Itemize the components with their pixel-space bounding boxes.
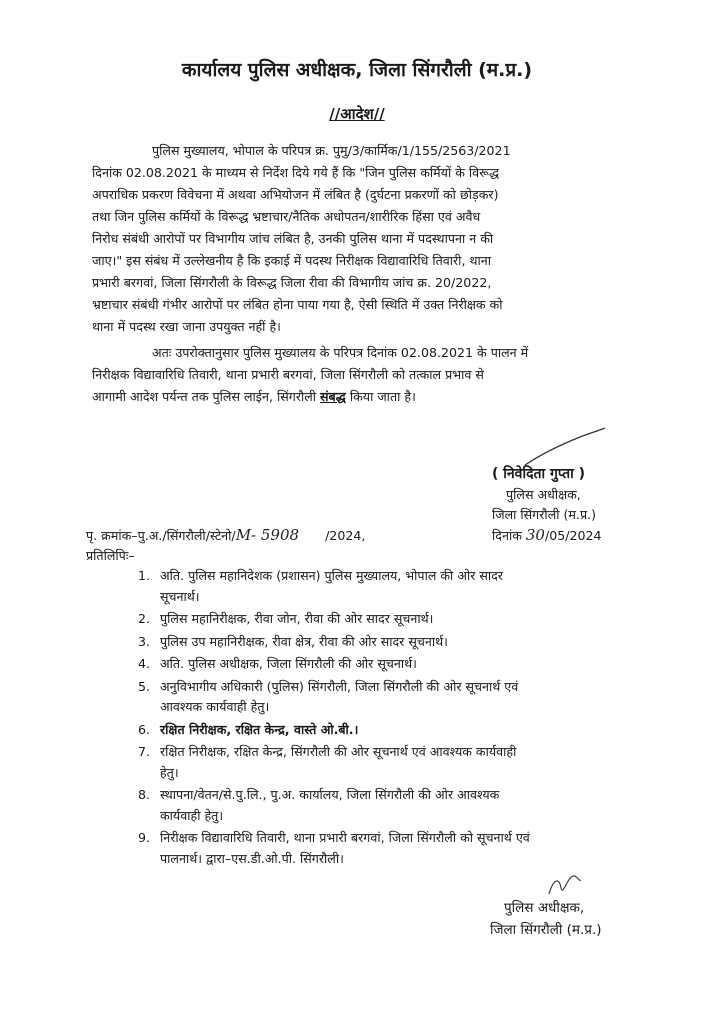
- signatory-name: ( निवेदिता गुप्ता ): [492, 466, 586, 482]
- attached-word: संबद्ध: [320, 389, 346, 404]
- para1-line: निरोध संबंधी आरोपों पर विभागीय जांच लंबित है, उनकी पुलिस थाना में पदस्थापना न की: [92, 231, 494, 246]
- footer-district: जिला सिंगरौली (म.प्र.): [490, 922, 602, 938]
- para1-line: तथा जिन पुलिस कर्मियों के विरूद्ध भ्रष्टाचार/नैतिक अधोपतन/शारीरिक हिंसा एवं अवैध: [92, 209, 481, 224]
- list-item: 8. स्थापना/वेतन/से.पु.लि., पु.अ. कार्यालय, जिला सिंगरौली की ओर आवश्यक कार्यवाही हेतु।: [138, 787, 500, 823]
- reference-year: /2024,: [325, 528, 366, 543]
- para2-last-suffix: किया जाता है।: [345, 389, 416, 404]
- list-item: 2. पुलिस महानिरीक्षक, रीवा जोन, रीवा की ओर सादर सूचनार्थ।: [138, 611, 434, 626]
- list-item: 6. रक्षित निरीक्षक, रक्षित केन्द्र, वास्ते ओ.बी.।: [138, 721, 359, 737]
- list-item: 5. अनुविभागीय अधिकारी (पुलिस) सिंगरौली, जिला सिंगरौली की ओर सूचनार्थ एवं आवश्यक कार्यवाही हेतु।: [138, 678, 519, 714]
- signatory-district: जिला सिंगरौली (म.प्र.): [492, 507, 597, 522]
- para1-line: अपराधिक प्रकरण विवेचना में अथवा अभियोजन में लंबित है (दुर्घटना प्रकरणों को छोड़कर): [92, 187, 499, 202]
- date-rest: /05/2024: [544, 528, 602, 543]
- reference-date: [492, 526, 602, 544]
- para1-line: थाना में पदस्थ रखा जाना उपयुक्त नहीं है।: [92, 319, 281, 334]
- para2-last-line: [92, 386, 667, 408]
- handwritten-day: 30: [525, 526, 545, 544]
- copy-to-label: प्रतिलिपिः–: [86, 548, 135, 563]
- order-label: //आदेश//: [329, 105, 385, 123]
- para2-line: अतः उपरोक्तानुसार पुलिस मुख्यालय के परिपत्र दिनांक 02.08.2021 के पालन में: [152, 345, 529, 360]
- initials-scribble: [545, 870, 585, 900]
- list-item: 7. रक्षित निरीक्षक, रक्षित केन्द्र, सिंगरौली की ओर सूचनार्थ एवं आवश्यक कार्यवाही हेतु।: [138, 744, 517, 780]
- para1-line: प्रभारी बरगवां, जिला सिंगरौली के विरूद्ध जिला रीवा की विभागीय जांच क्र. 20/2022,: [92, 275, 492, 290]
- list-item: 3. पुलिस उप महानिरीक्षक, रीवा क्षेत्र, रीवा की ओर सादर सूचनार्थ।: [138, 633, 448, 649]
- order-paragraph-1: [92, 140, 667, 338]
- footer-designation: पुलिस अधीक्षक,: [504, 900, 585, 916]
- copy-list: [138, 566, 678, 871]
- para1-line: भ्रष्टाचार संबंधी गंभीर आरोपों पर लंबित होना पाया गया है, ऐसी स्थिति में उक्त निरीक्षक को: [92, 297, 503, 312]
- list-item: 4. अति. पुलिस अधीक्षक, जिला सिंगरौली की ओर सूचनार्थ।: [138, 656, 417, 671]
- list-item: 9. निरीक्षक विद्यावारिधि तिवारी, थाना प्रभारी बरगवां, जिला सिंगरौली को सूचनार्थ एवं पालनार्थ। द्वारा–एस.डी.ओ.पी. सिंगरौली।: [138, 830, 530, 866]
- para1-line: दिनांक 02.08.2021 के माध्यम से निर्देश दिये गये हैं कि "जिन पुलिस कर्मियों के विरूद्ध: [92, 165, 500, 180]
- para1-line: पुलिस मुख्यालय, भोपाल के परिपत्र क्र. पुमु/3/कार्मिक/1/155/2563/2021: [152, 143, 511, 158]
- signatory-designation: पुलिस अधीक्षक,: [506, 487, 581, 502]
- reference-number: [86, 526, 365, 544]
- order-heading: [0, 104, 714, 124]
- list-item: 1. अति. पुलिस महानिदेशक (प्रशासन) पुलिस मुख्यालय, भोपाल की ओर सादर सूचनार्थ।: [138, 568, 503, 604]
- order-paragraph-2: [92, 342, 667, 408]
- handwritten-number: M- 5908: [235, 526, 300, 544]
- para1-line: जाए।" इस संबंध में उल्लेखनीय है कि इकाई में पदस्थ निरीक्षक विद्यावारिधि तिवारी, थाना: [92, 253, 492, 268]
- reference-prefix: पृ. क्रमांक–पु.अ./सिंगरौली/स्टेनो/: [86, 528, 236, 543]
- date-label: दिनांक: [492, 528, 522, 543]
- para2-line: निरीक्षक विद्यावारिधि तिवारी, थाना प्रभारी बरगवां, जिला सिंगरौली को तत्काल प्रभाव से: [92, 367, 484, 382]
- office-title: कार्यालय पुलिस अधीक्षक, जिला सिंगरौली (म.प्र.): [181, 59, 533, 81]
- para2-last-prefix: आगामी आदेश पर्यन्त तक पुलिस लाईन, सिंगरौली: [92, 389, 321, 404]
